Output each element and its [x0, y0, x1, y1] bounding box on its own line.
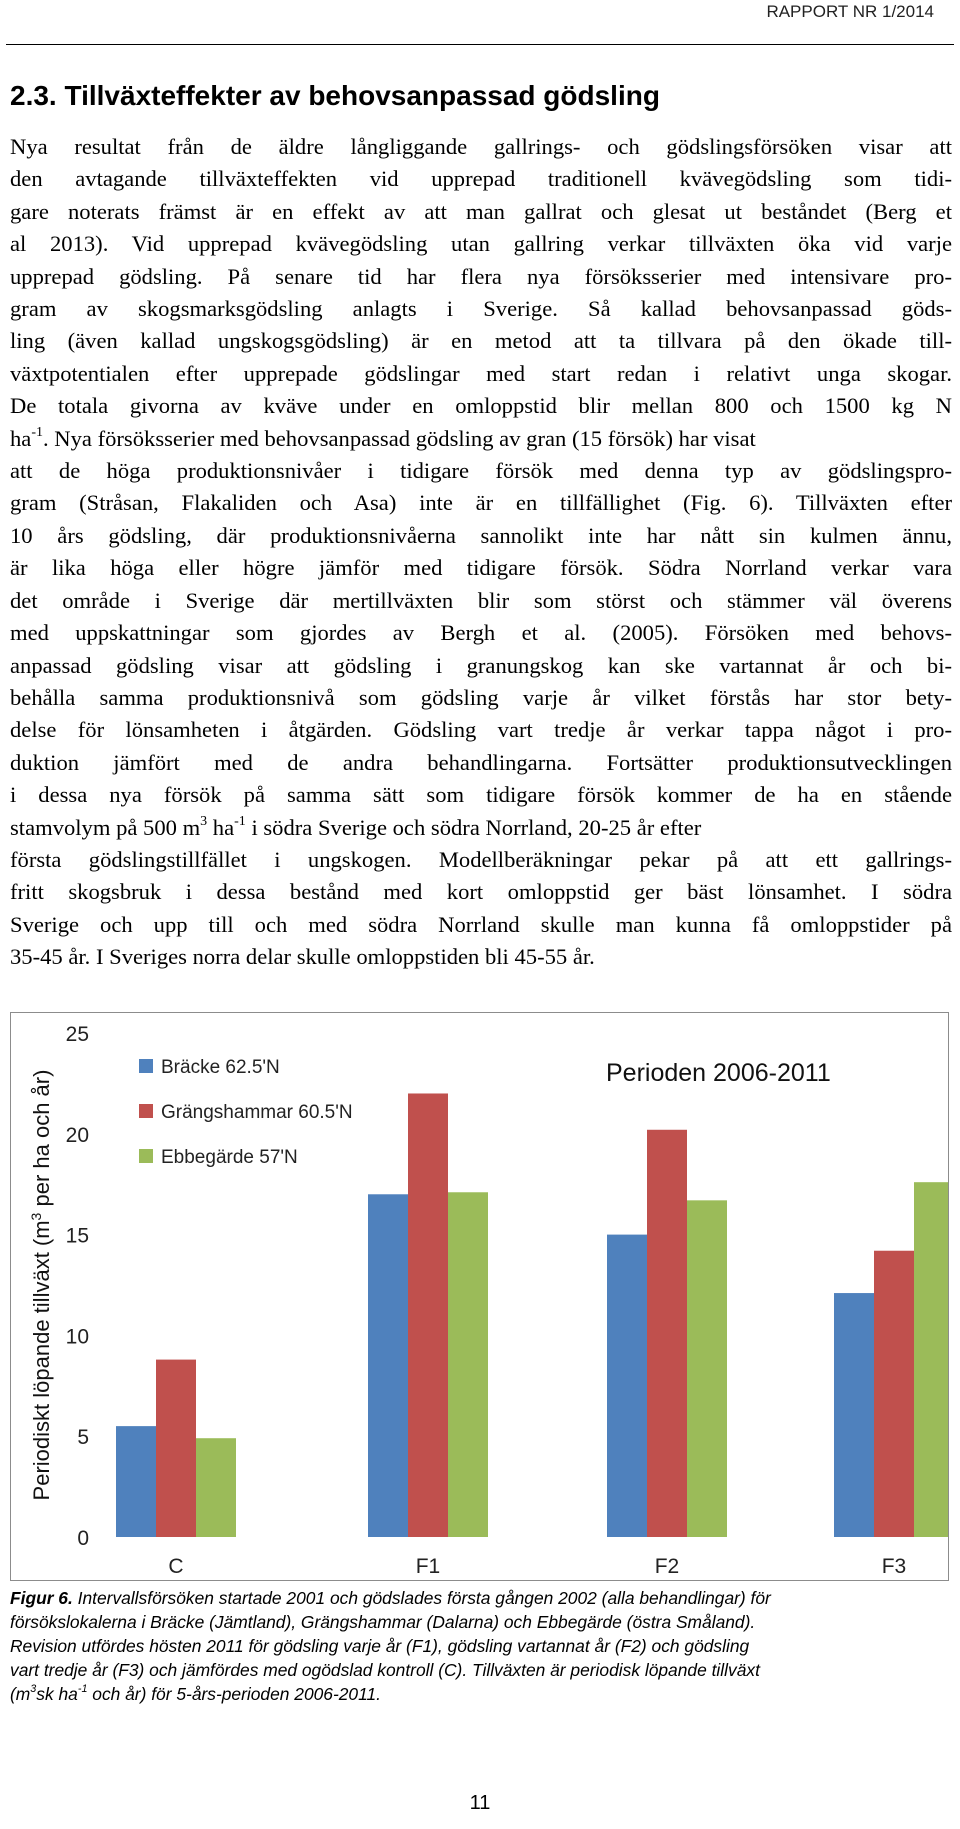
caption-line — [10, 1586, 950, 1610]
body-line: De totala givorna av kväve under en omloppstid blir mellan 800 och 1500 kg N — [10, 393, 952, 419]
body-line: anpassad gödsling visar att gödsling i granungskog kan ske vartannat år och bi- — [10, 652, 952, 678]
y-axis-label — [28, 1070, 54, 1501]
body-line: upprepad gödsling. På senare tid har flera nya försöksserier med intensivare pro- — [10, 263, 952, 289]
caption-line: Revision utfördes hösten 2011 för gödsling varje år (F1), gödsling vartannat år (F2) och gödsling — [10, 1636, 750, 1656]
x-tick-label: F1 — [415, 1555, 441, 1578]
figure-6-chart — [10, 1012, 949, 1581]
x-tick-label: C — [168, 1555, 184, 1578]
header-rule — [6, 44, 954, 45]
body-line: den avtagande tillväxteffekten vid upprepad traditionell kvävegödsling som tidi- — [10, 166, 952, 192]
bar-chart — [11, 1013, 948, 1580]
page-number: 11 — [469, 1792, 491, 1814]
body-text-fragment: stamvolym på 500 m — [10, 814, 201, 840]
caption-text: sk ha — [36, 1684, 78, 1704]
y-tick-label: 20 — [65, 1123, 89, 1147]
superscript: 3 — [200, 813, 208, 829]
superscript: -1 — [77, 1683, 88, 1696]
caption-label: Figur 6. — [10, 1588, 73, 1608]
body-line — [10, 812, 952, 844]
bar-f2-series-1 — [607, 1235, 647, 1537]
body-line: första gödslingstillfället i ungskogen. Modellberäkningar pekar på att ett gallrings- — [10, 846, 952, 872]
body-line: 35-45 år. I Sveriges norra delar skulle omloppstiden bli 45-55 år. — [10, 944, 595, 970]
bar-c-series-3 — [196, 1438, 236, 1537]
bar-f2-series-2 — [647, 1130, 687, 1537]
body-text-fragment: ha — [10, 425, 32, 451]
body-line: behålla samma produktionsnivå som gödsling varje år vilket förstås har stor bety- — [10, 684, 952, 710]
body-line: gare noterats främst är en effekt av att man gallrat och glesat ut beståndet (Berg et — [10, 198, 952, 224]
body-text-fragment: ha — [207, 814, 235, 840]
body-line: duktion jämfört med de andra behandlingarna. Fortsätter produktionsutvecklingen — [10, 749, 952, 775]
body-line: gram av skogsmarksgödsling anlagts i Sverige. Så kallad behovsanpassad göds- — [10, 296, 952, 322]
body-line: al 2013). Vid upprepad kvävegödsling utan gallring verkar tillväxten öka vid varje — [10, 231, 952, 257]
body-line: Nya resultat från de äldre långliggande gallrings- och gödslingsförsöken visar att — [10, 134, 952, 159]
legend-swatch — [139, 1059, 153, 1073]
superscript: 3 — [30, 1683, 37, 1696]
bar-c-series-1 — [116, 1426, 156, 1537]
body-line: ling (även kallad ungskogsgödsling) är en metod att ta tillvara på den ökade till- — [10, 328, 952, 354]
body-line — [10, 423, 952, 455]
body-line: är lika höga eller högre jämför med tidigare försök. Södra Norrland verkar vara — [10, 555, 952, 581]
y-tick-label: 0 — [77, 1527, 89, 1550]
body-line: i dessa nya försök på samma sätt som tidigare försök kommer de ha en stående — [10, 782, 952, 808]
y-axis-label-text: per ha och år) — [29, 1069, 54, 1213]
legend-label: Ebbegärde 57'N — [161, 1147, 298, 1168]
x-tick-label: F3 — [881, 1555, 907, 1578]
bar-f1-series-1 — [368, 1194, 408, 1537]
body-line: med uppskattningar som gjordes av Bergh et al. (2005). Försöken med behovs- — [10, 620, 952, 646]
superscript: -1 — [31, 424, 43, 440]
caption-line: försökslokalerna i Bräcke (Jämtland), Grängshammar (Dalarna) och Ebbegärde (östra Småland). — [10, 1612, 756, 1632]
caption-text: (m — [10, 1684, 31, 1704]
legend-swatch — [139, 1149, 153, 1163]
body-line: delse för lönsamheten i åtgärden. Gödsling vart tredje år verkar tappa något i pro- — [10, 717, 952, 743]
bar-f1-series-3 — [448, 1192, 488, 1537]
figure-caption — [10, 1586, 950, 1706]
chart-annotation: Perioden 2006-2011 — [606, 1059, 831, 1087]
body-paragraph — [10, 131, 952, 974]
x-tick-label: F2 — [654, 1555, 680, 1578]
y-tick-label: 15 — [65, 1224, 89, 1248]
body-text-fragment: i södra Sverige och södra Norrland, 20-25 år efter — [245, 814, 702, 840]
body-line: att de höga produktionsnivåer i tidigare försök med denna typ av gödslingspro- — [10, 458, 952, 484]
y-tick-label: 10 — [65, 1325, 89, 1349]
y-tick-label: 25 — [65, 1023, 89, 1046]
body-line: gram (Stråsan, Flakaliden och Asa) inte är en tillfällighet (Fig. 6). Tillväxten efter — [10, 490, 952, 516]
body-line: växtpotentialen efter upprepade gödslingar med start redan i relativt unga skogar. — [10, 360, 952, 386]
bar-f3-series-1 — [834, 1293, 874, 1537]
legend-label: Bräcke 62.5'N — [161, 1057, 280, 1078]
caption-text: och år) för 5-års-perioden 2006-2011. — [87, 1684, 381, 1704]
section-heading: 2.3. Tillväxteffekter av behovsanpassad gödsling — [10, 80, 660, 111]
superscript: -1 — [234, 813, 246, 829]
y-axis-label-superscript: 3 — [28, 1212, 44, 1221]
caption-text: Intervallsförsöken startade 2001 och gödslades första gången 2002 (alla behandlingar) för — [72, 1588, 771, 1608]
legend-label: Grängshammar 60.5'N — [161, 1102, 353, 1123]
y-tick-label: 5 — [77, 1426, 89, 1450]
bar-f3-series-3 — [914, 1182, 948, 1537]
body-line: 10 års gödsling, där produktionsnivåerna sannolikt inte har nått sin kulmen ännu, — [10, 522, 952, 548]
report-header: RAPPORT NR 1/2014 — [766, 2, 934, 21]
bar-f1-series-2 — [408, 1093, 448, 1537]
y-axis-label-text: Periodiskt löpande tillväxt (m — [29, 1220, 54, 1501]
body-line: Sverige och upp till och med södra Norrland skulle man kunna få omloppstider på — [10, 911, 952, 937]
caption-line — [10, 1682, 950, 1706]
body-line: det område i Sverige där mertillväxten blir som störst och stämmer väl överens — [10, 587, 952, 613]
body-text-fragment: . Nya försöksserier med behovsanpassad gödsling av gran (15 försök) har visat — [43, 425, 756, 451]
caption-line: vart tredje år (F3) och jämfördes med ogödslad kontroll (C). Tillväxten är periodisk löpande tillväxt — [10, 1660, 760, 1680]
bar-f3-series-2 — [874, 1251, 914, 1537]
legend-swatch — [139, 1104, 153, 1118]
bar-f2-series-3 — [687, 1200, 727, 1537]
body-line: fritt skogsbruk i dessa bestånd med kort omloppstid ger bäst lönsamhet. I södra — [10, 879, 952, 905]
bar-c-series-2 — [156, 1360, 196, 1537]
